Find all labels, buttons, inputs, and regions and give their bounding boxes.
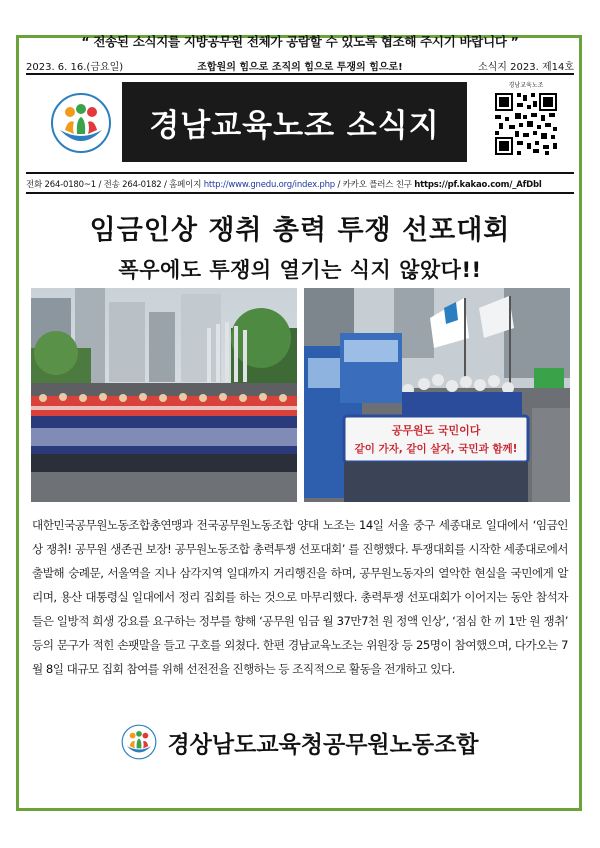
- footer: [0, 722, 600, 762]
- union-slogan: 조합원의 힘으로 조직의 힘으로 투쟁의 힘으로!: [197, 62, 403, 73]
- contact-line: [26, 178, 574, 190]
- qr-code-icon[interactable]: [493, 91, 559, 157]
- union-name: 경상남도교육청공무원노동조합: [167, 731, 479, 758]
- issue-number: 소식지 2023. 제14호: [477, 62, 574, 73]
- union-logo-icon: [50, 92, 112, 154]
- kakao-link[interactable]: https://pf.kakao.com/_AfDbl: [414, 180, 542, 190]
- qr-label: 경남교육노조: [508, 82, 544, 89]
- banner-text-1: 공무원도 국민이다: [391, 424, 481, 437]
- banner-text-2: 같이 가자, 같이 살자, 국민과 함께!: [354, 443, 518, 455]
- kakao-label: / 카카오 플러스 친구: [335, 180, 412, 190]
- request-quote: “ 전송된 소식지를 지방공무원 전체가 공람할 수 있도록 협조해 주시기 바랍니다 ”: [81, 34, 519, 49]
- newsletter-title: 경남교육노조 소식지: [122, 82, 467, 162]
- top-rule: [26, 73, 574, 75]
- contact-phone: 전화 264-0180~1 / 전송 264-0182 / 홈페이지: [26, 180, 202, 190]
- masthead: [26, 76, 574, 170]
- rally-photo-crowd: [31, 288, 297, 502]
- article-body: 대한민국공무원노동조합총연맹과 전국공무원노동조합 양대 노조는 14일 서울 중구 세종대로 일대에서 ‘임금인상 쟁취! 공무원 생존권 보장! 공무원노동조합 총력투쟁 선포대회’ 를 진행했다. 투쟁대회를 시작한 세종대로에서 출발해 숭례문, 서울역을 지나 삼각지역 일대까지 거리행진을 하며, 공무원노동자의 열악한 현실을 국민에게 알리며, 용산 대통령실 일대에서 정리 집회를 하는 것으로 마무리했다. 총력투쟁 선포대회가 이어지는 동안 참석자들은 일방적 희생 강요를 요구하는 정부를 향해 ‘공무원 임금 월 37만7천 원 정액 인상’, ‘점심 한 끼 1만 원 쟁취’ 등의 문구가 적힌 손팻말을 들고 구호를 외쳤다. 한편 경남교육노조는 위원장 등 25명이 참여했으며, 다가오는 7월 8일 대규모 집회 참여를 위해 선전전을 진행하는 등 조직적으로 활동을 전개하고 있다.: [32, 518, 568, 676]
- qr-block: [478, 80, 574, 166]
- union-logo-small-icon: [121, 724, 157, 760]
- contact-rule: [26, 192, 574, 194]
- masthead-rule: [26, 172, 574, 174]
- article-headline: 임금인상 쟁취 총력 투쟁 선포대회: [89, 215, 511, 246]
- rally-photo-march: [304, 288, 570, 502]
- issue-date: 2023. 6. 16.(금요일): [26, 62, 124, 73]
- homepage-link[interactable]: http://www.gnedu.org/index.php: [203, 180, 335, 190]
- article-subhead: 폭우에도 투쟁의 열기는 식지 않았다!!: [118, 258, 482, 282]
